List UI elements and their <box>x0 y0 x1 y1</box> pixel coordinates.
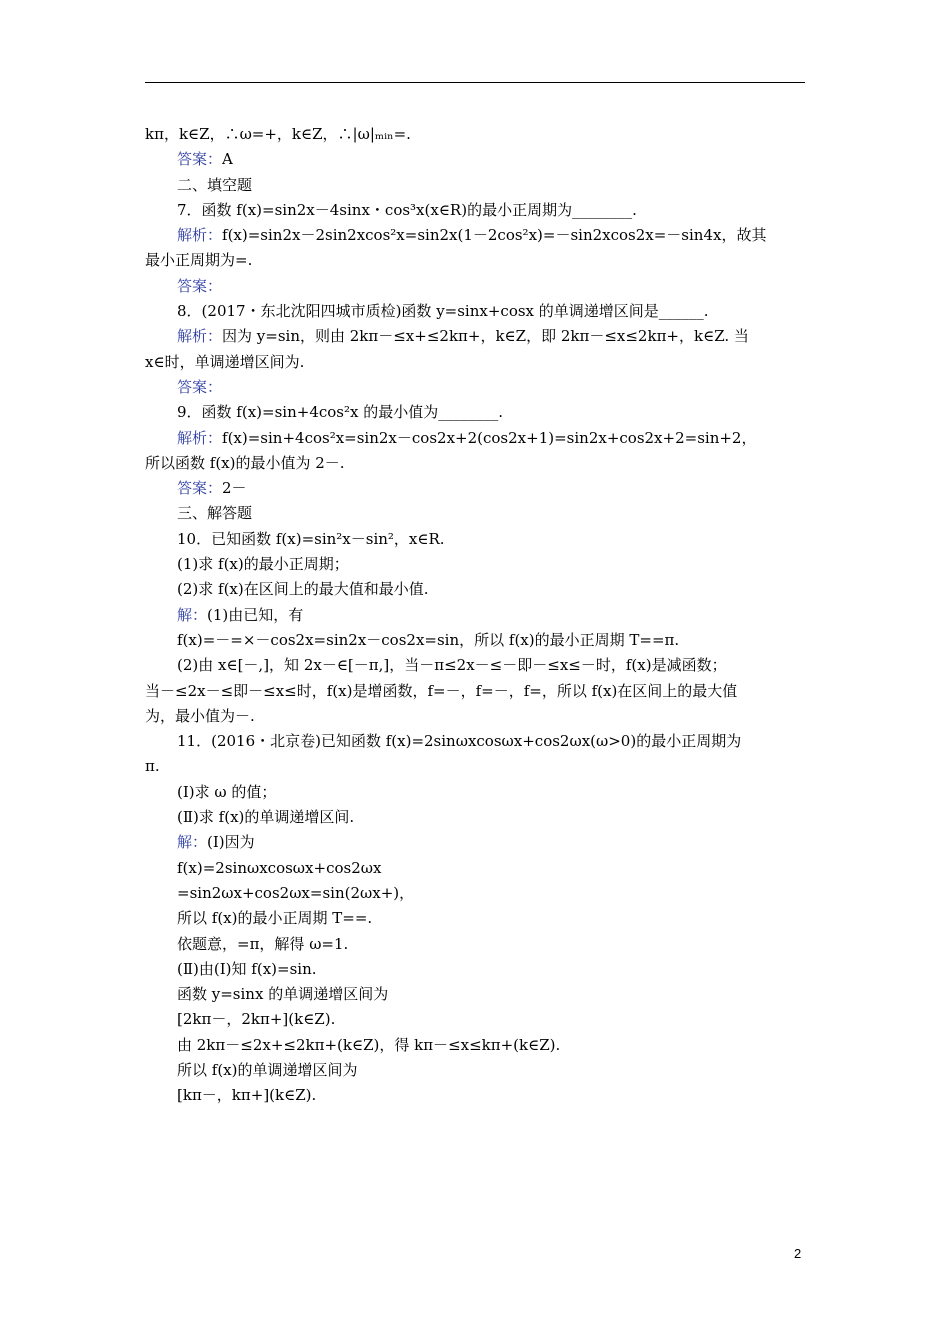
text-line <box>145 324 805 349</box>
text-span: 所以函数 f(x)的最小值为 2－. <box>145 453 345 472</box>
text-line <box>145 476 805 501</box>
text-line <box>145 122 805 147</box>
text-line <box>145 881 805 906</box>
text-line <box>145 350 805 375</box>
text-span: f(x)=2sinωxcosωx+cos2ωx <box>177 858 382 877</box>
text-line <box>145 780 805 805</box>
text-span: (Ⅰ)求 ω 的值； <box>177 782 277 801</box>
page-number: 2 <box>794 1246 802 1261</box>
text-line <box>145 1033 805 1058</box>
text-line <box>145 248 805 273</box>
text-line <box>145 679 805 704</box>
text-span: (Ⅱ)由(Ⅰ)知 f(x)=sin. <box>177 959 317 978</box>
text-line <box>145 805 805 830</box>
text-span: (1)求 f(x)的最小正周期； <box>177 555 349 574</box>
text-span: (2)由 x∈[－,]，知 2x－∈[－π,]，当－π≤2x－≤－即－≤x≤－时，f(x)是减函数； <box>177 656 727 675</box>
text-line <box>145 653 805 678</box>
text-span: 当－≤2x－≤即－≤x≤时，f(x)是增函数，f=－，f=－，f=，所以 f(x)在区间上的最大值 <box>145 681 738 700</box>
text-span: (1)由已知，有 <box>207 605 304 624</box>
text-span: 三、解答题 <box>177 504 253 523</box>
text-line <box>145 198 805 223</box>
text-line <box>145 1007 805 1032</box>
text-line <box>145 957 805 982</box>
text-line <box>145 830 805 855</box>
header-rule <box>145 82 805 83</box>
text-span: π. <box>145 757 160 776</box>
text-span: 因为 y=sin，则由 2kπ－≤x+≤2kπ+，k∈Z，即 2kπ－≤x≤2kπ+，k∈Z. 当 <box>222 327 749 346</box>
text-line <box>145 982 805 1007</box>
text-span: 7．函数 f(x)=sin2x－4sinx・cos³x(x∈R)的最小正周期为________. <box>177 200 637 219</box>
text-span: 10．已知函数 f(x)=sin²x－sin²，x∈R. <box>177 529 445 548</box>
label-span: 答案： <box>177 276 223 295</box>
text-span: (Ⅰ)因为 <box>207 833 255 852</box>
text-span: A <box>222 150 233 169</box>
label-span: 答案： <box>177 150 223 169</box>
text-line <box>145 426 805 451</box>
text-line <box>145 375 805 400</box>
text-span: (Ⅱ)求 f(x)的单调递增区间. <box>177 808 355 827</box>
text-span: 由 2kπ－≤2x+≤2kπ+(k∈Z)，得 kπ－≤x≤kπ+(k∈Z). <box>177 1035 561 1054</box>
text-span: f(x)=－=×－cos2x=sin2x－cos2x=sin，所以 f(x)的最小正周期 T==π. <box>177 630 680 649</box>
text-line <box>145 173 805 198</box>
text-line <box>145 527 805 552</box>
text-line <box>145 577 805 602</box>
text-span: (2)求 f(x)在区间上的最大值和最小值. <box>177 580 429 599</box>
text-span: 依题意，=π，解得 ω=1. <box>177 934 349 953</box>
text-span: 8．(2017・东北沈阳四城市质检)函数 y=sinx+cosx 的单调递增区间是______. <box>177 302 709 321</box>
text-span: =sin2ωx+cos2ωx=sin(2ωx+)， <box>177 883 415 902</box>
text-line <box>145 501 805 526</box>
text-span: x∈时，单调递增区间为. <box>145 352 305 371</box>
text-line <box>145 299 805 324</box>
text-line <box>145 1083 805 1108</box>
text-line <box>145 274 805 299</box>
text-span: [2kπ－，2kπ+](k∈Z). <box>177 1010 336 1029</box>
text-line <box>145 754 805 779</box>
text-line <box>145 400 805 425</box>
label-span: 答案： <box>177 377 223 396</box>
text-line <box>145 552 805 577</box>
label-span: 答案： <box>177 479 223 498</box>
text-line <box>145 729 805 754</box>
label-span: 解： <box>177 605 208 624</box>
text-span: 函数 y=sinx 的单调递增区间为 <box>177 985 389 1004</box>
text-span: kπ，k∈Z，∴ω=+，k∈Z，∴|ω|ₘᵢₙ=. <box>145 125 411 143</box>
text-span: 9．函数 f(x)=sin+4cos²x 的最小值为________. <box>177 403 504 422</box>
text-line <box>145 147 805 172</box>
text-span: 11．(2016・北京卷)已知函数 f(x)=2sinωxcosωx+cos2ωx(ω>0)的最小正周期为 <box>177 732 742 751</box>
text-line <box>145 906 805 931</box>
text-span: 2－ <box>222 479 247 498</box>
label-span: 解析： <box>177 327 223 346</box>
label-span: 解析： <box>177 226 223 245</box>
text-span: 所以 f(x)的最小正周期 T==. <box>177 909 373 928</box>
text-span: f(x)=sin2x－2sin2xcos²x=sin2x(1－2cos²x)=－sin2xcos2x=－sin4x，故其 <box>222 226 767 245</box>
document-body <box>145 122 805 1109</box>
text-span: f(x)=sin+4cos²x=sin2x－cos2x+2(cos2x+1)=sin2x+cos2x+2=sin+2， <box>222 428 757 447</box>
text-span: 为，最小值为－. <box>145 706 255 725</box>
text-span: [kπ－，kπ+](k∈Z). <box>177 1086 317 1105</box>
text-line <box>145 451 805 476</box>
label-span: 解： <box>177 833 208 852</box>
text-line <box>145 603 805 628</box>
text-line <box>145 704 805 729</box>
text-line <box>145 932 805 957</box>
text-line <box>145 1058 805 1083</box>
text-span: 最小正周期为=. <box>145 251 253 270</box>
text-line <box>145 223 805 248</box>
text-line <box>145 856 805 881</box>
text-span: 所以 f(x)的单调递增区间为 <box>177 1060 358 1079</box>
label-span: 解析： <box>177 428 223 447</box>
text-line <box>145 628 805 653</box>
text-span: 二、填空题 <box>177 175 253 194</box>
